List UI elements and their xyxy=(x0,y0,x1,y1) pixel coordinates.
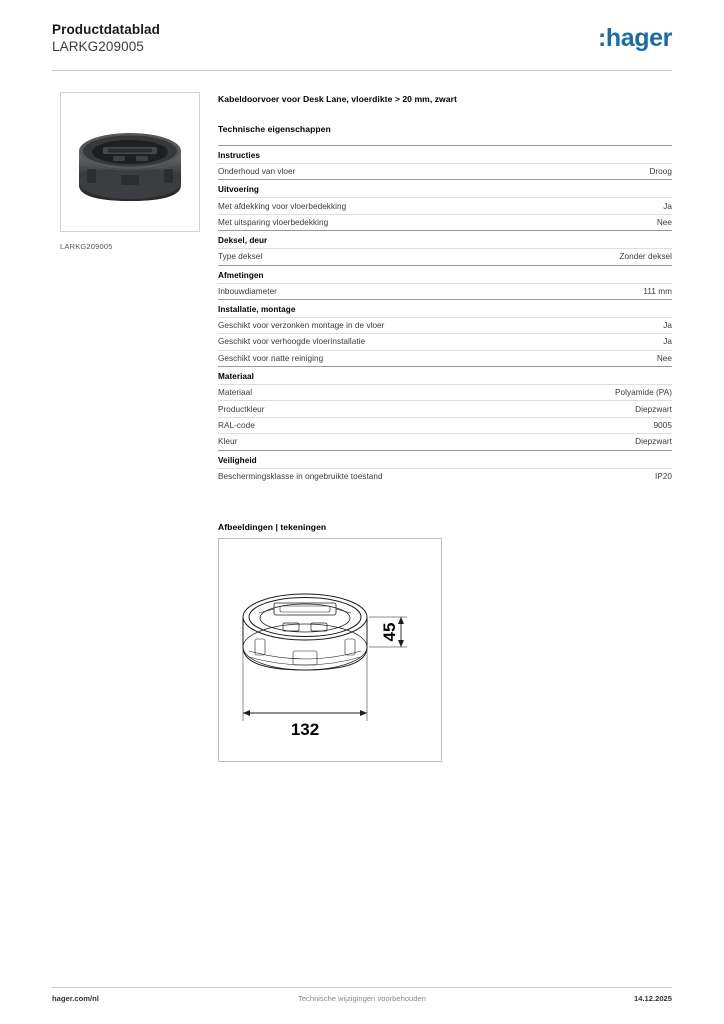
technical-properties-title: Technische eigenschappen xyxy=(218,124,331,134)
spec-group-title: Uitvoering xyxy=(218,179,672,197)
spec-label: Productkleur xyxy=(218,404,265,414)
hager-logo xyxy=(598,24,672,52)
spec-row xyxy=(218,400,672,416)
spec-row xyxy=(218,163,672,179)
spec-row xyxy=(218,197,672,213)
spec-group-afmetingen xyxy=(218,265,672,299)
spec-row xyxy=(218,417,672,433)
spec-label: RAL-code xyxy=(218,420,255,430)
spec-label: Materiaal xyxy=(218,388,253,398)
spec-row xyxy=(218,214,672,230)
spec-value: 111 mm xyxy=(643,286,672,296)
spec-label: Type deksel xyxy=(218,252,263,262)
technical-drawing xyxy=(218,538,442,762)
drawing-height-label: 45 xyxy=(380,622,399,642)
header-divider xyxy=(52,70,672,71)
spec-value: Diepzwart xyxy=(635,437,672,447)
spec-row xyxy=(218,433,672,449)
spec-row xyxy=(218,333,672,349)
spec-group-title: Instructies xyxy=(218,145,672,163)
spec-group-title: Installatie, montage xyxy=(218,299,672,317)
spec-label: Geschikt voor verhoogde vloerinstallatie xyxy=(218,337,366,347)
product-photo-illustration xyxy=(61,93,199,231)
spec-group-materiaal xyxy=(218,366,672,450)
spec-label: Met afdekking voor vloerbedekking xyxy=(218,201,347,211)
footer-date: 14.12.2025 xyxy=(633,994,672,1003)
spec-label: Kleur xyxy=(218,437,238,447)
spec-label: Inbouwdiameter xyxy=(218,286,277,296)
spec-value: Polyamide (PA) xyxy=(615,388,672,398)
footer-divider xyxy=(52,987,672,988)
spec-value: Droog xyxy=(649,167,672,177)
spec-value: Diepzwart xyxy=(635,404,672,414)
drawing-width-label: 132 xyxy=(290,720,320,739)
spec-row xyxy=(218,350,672,366)
footer-website-link[interactable]: hager.com/nl xyxy=(52,994,99,1003)
spec-row xyxy=(218,468,672,484)
spec-label: Met uitsparing vloerbedekking xyxy=(218,217,329,227)
spec-group-uitvoering xyxy=(218,179,672,230)
page-header xyxy=(52,22,672,68)
spec-group-title: Materiaal xyxy=(218,366,672,384)
spec-value: IP20 xyxy=(654,471,672,481)
spec-group-title: Afmetingen xyxy=(218,265,672,283)
spec-value: Ja xyxy=(663,337,672,347)
spec-label: Geschikt voor natte reiniging xyxy=(218,353,324,363)
technical-drawing-svg xyxy=(219,539,441,761)
spec-group-instructies xyxy=(218,145,672,179)
specifications-column xyxy=(218,94,672,484)
spec-row xyxy=(218,384,672,400)
spec-group-deksel-deur xyxy=(218,230,672,264)
page-footer xyxy=(52,994,672,1008)
spec-value: Zonder deksel xyxy=(619,252,672,262)
spec-value: Ja xyxy=(663,201,672,211)
product-reference: LARKG209005 xyxy=(52,39,144,54)
spec-label: Geschikt voor verzonken montage in de vloer xyxy=(218,321,385,331)
spec-row xyxy=(218,248,672,264)
spec-group-title: Veiligheid xyxy=(218,450,672,468)
product-image xyxy=(60,92,200,232)
spec-value: Nee xyxy=(656,353,672,363)
spec-label: Onderhoud van vloer xyxy=(218,167,296,177)
spec-row xyxy=(218,317,672,333)
spec-value: 9005 xyxy=(653,420,672,430)
spec-group-title: Deksel, deur xyxy=(218,230,672,248)
product-image-caption: LARKG209005 xyxy=(60,242,113,251)
page-title: Productdatablad xyxy=(52,22,161,37)
logo-wordmark: hager xyxy=(605,24,672,52)
spec-group-veiligheid xyxy=(218,450,672,484)
spec-value: Nee xyxy=(656,217,672,227)
logo-colon-mark: : xyxy=(597,24,606,52)
spec-group-installatie-montage xyxy=(218,299,672,366)
product-description: Kabeldoorvoer voor Desk Lane, vloerdikte > 20 mm, zwart xyxy=(218,94,457,104)
spec-row xyxy=(218,283,672,299)
footer-disclaimer: Technische wijzigingen voorbehouden xyxy=(298,994,426,1003)
spec-label: Beschermingsklasse in ongebruikte toestand xyxy=(218,471,383,481)
spec-value: Ja xyxy=(663,321,672,331)
drawings-section-title: Afbeeldingen | tekeningen xyxy=(218,522,327,532)
